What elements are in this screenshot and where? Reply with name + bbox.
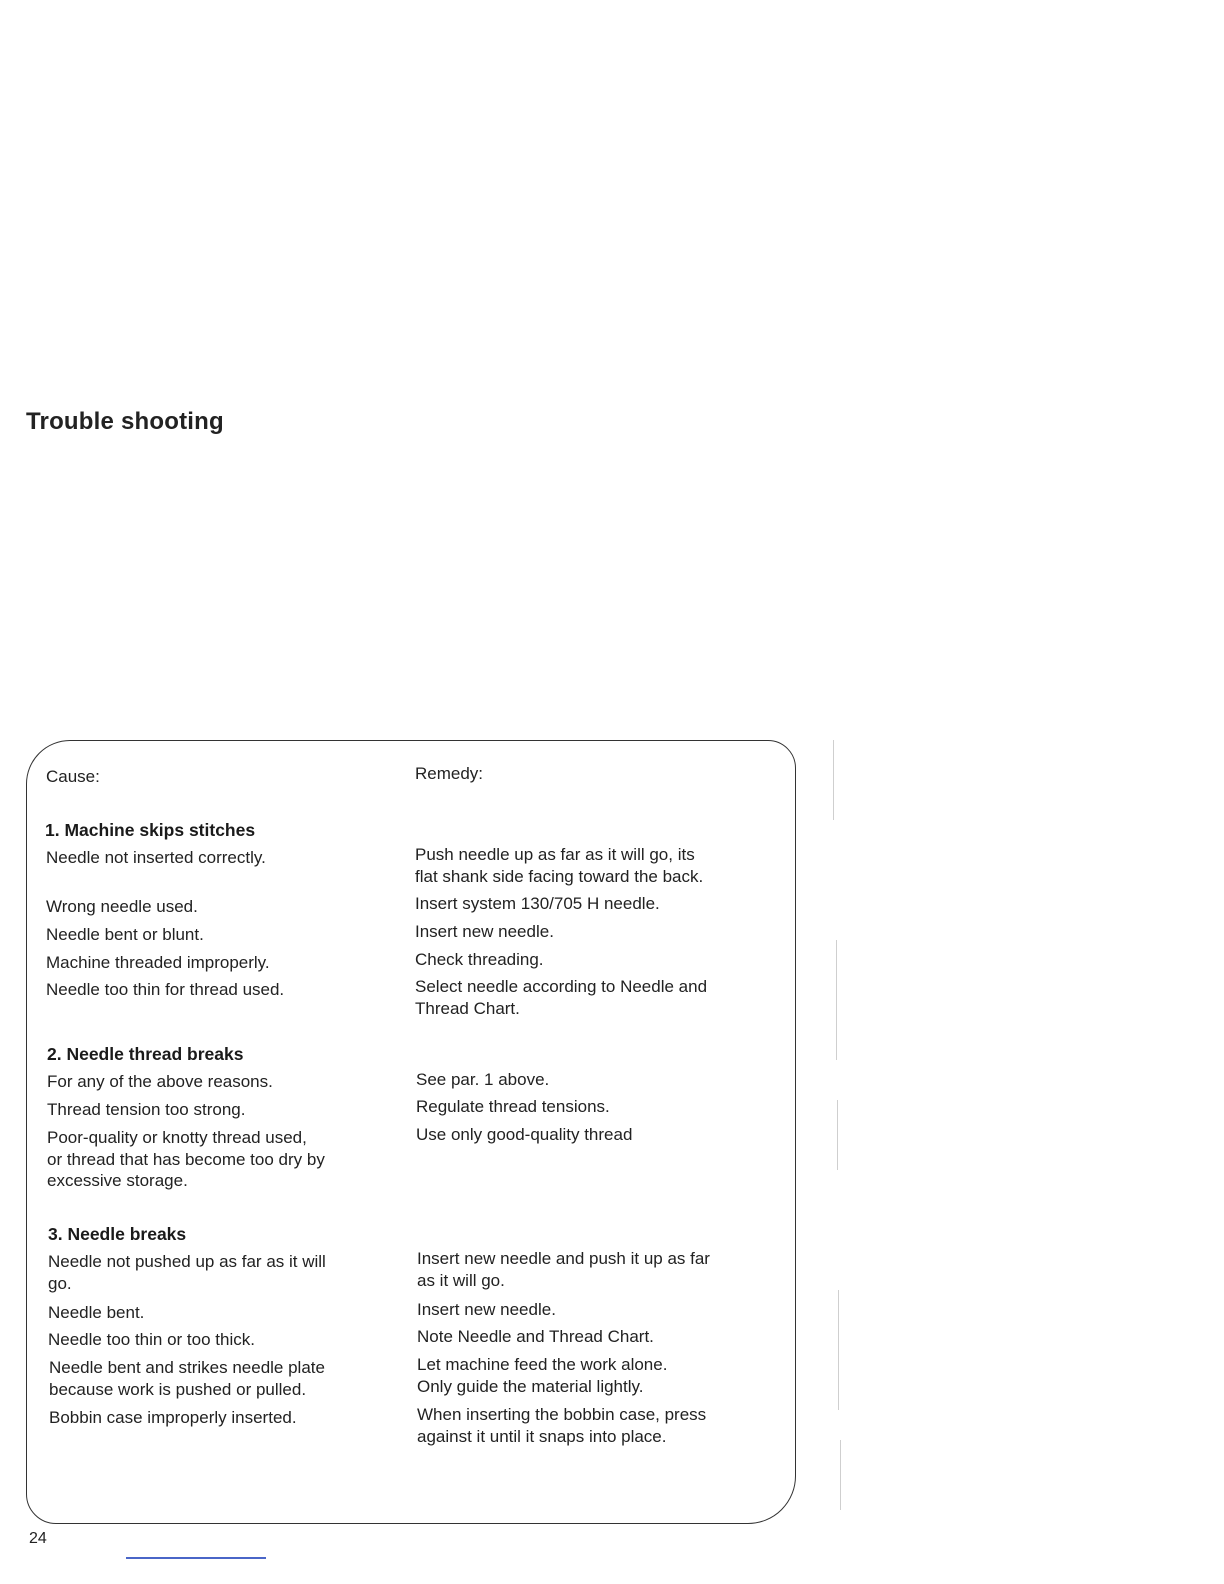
section-heading: 2. Needle thread breaks (47, 1044, 244, 1064)
cause-text: Wrong needle used. (46, 897, 198, 916)
cause-text: Needle too thin or too thick. (48, 1330, 255, 1349)
footer-rule (126, 1557, 266, 1559)
remedy-text: Regulate thread tensions. (416, 1097, 610, 1116)
cause-text: Machine threaded improperly. (46, 953, 270, 972)
scan-speck (837, 1100, 838, 1170)
section-heading: 3. Needle breaks (48, 1224, 187, 1244)
cause-text: For any of the above reasons. (47, 1072, 273, 1091)
scan-speck (836, 940, 837, 1060)
scan-speck (833, 740, 834, 820)
cause-text: Thread tension too strong. (47, 1100, 246, 1119)
remedy-text: Check threading. (415, 950, 544, 969)
section-heading: 1. Machine skips stitches (45, 820, 256, 840)
cause-text: Needle not inserted correctly. (46, 848, 266, 867)
cause-text: Needle bent. (48, 1303, 145, 1322)
remedy-text: Push needle up as far as it will go, its flat shank side facing toward the back. (415, 845, 704, 886)
scan-speck (838, 1290, 839, 1410)
cause-text: Poor-quality or knotty thread used, or thread that has become too dry by excessive storage. (47, 1128, 325, 1190)
remedy-text: See par. 1 above. (416, 1070, 550, 1089)
cause-text: Needle bent and strikes needle plate because work is pushed or pulled. (49, 1358, 325, 1399)
remedy-text: Let machine feed the work alone. Only guide the material lightly. (417, 1355, 668, 1396)
remedy-text: Select needle according to Needle and Thread Chart. (415, 977, 708, 1018)
page-title: Trouble shooting (26, 408, 224, 435)
scan-speck (840, 1440, 841, 1510)
remedy-text: Insert new needle. (415, 922, 554, 941)
remedy-text: When inserting the bobbin case, press against it until it snaps into place. (417, 1405, 707, 1446)
cause-text: Needle too thin for thread used. (46, 980, 285, 999)
remedy-text: Insert new needle. (417, 1300, 556, 1319)
cause-text: Needle bent or blunt. (46, 925, 204, 944)
remedy-text: Note Needle and Thread Chart. (417, 1327, 654, 1346)
cause-text: Needle not pushed up as far as it will go. (48, 1252, 326, 1293)
cause-text: Bobbin case improperly inserted. (49, 1408, 297, 1427)
remedy-text: Insert new needle and push it up as far as it will go. (417, 1249, 710, 1290)
remedy-text: Insert system 130/705 H needle. (415, 894, 660, 913)
remedy-column-header: Remedy: (415, 764, 484, 783)
page-number: 24 (29, 1530, 47, 1547)
cause-column-header: Cause: (46, 767, 100, 786)
remedy-text: Use only good-quality thread (416, 1125, 633, 1144)
